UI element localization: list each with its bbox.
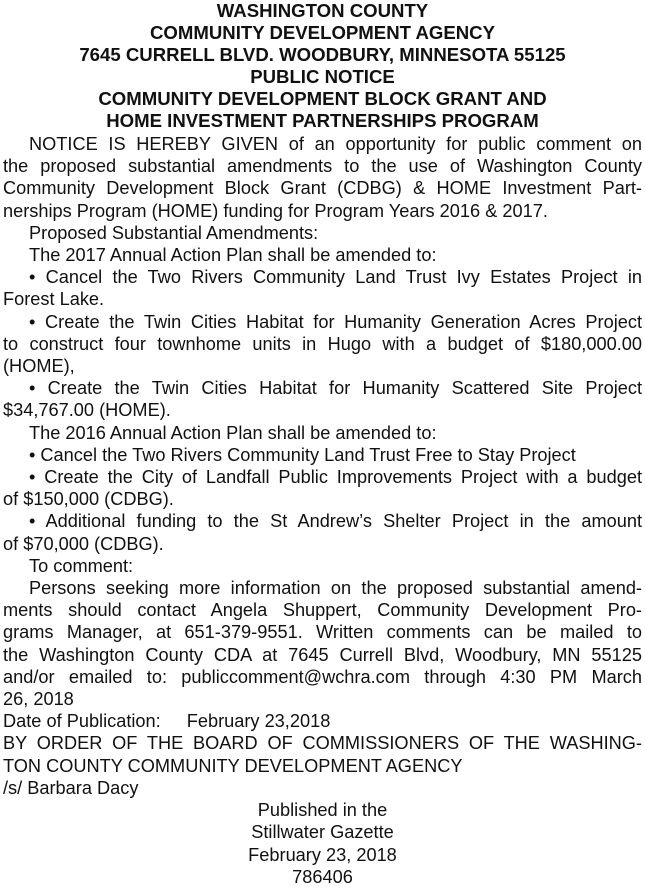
- signature: /s/ Barbara Dacy: [3, 777, 139, 798]
- publication-date-line: [3, 710, 642, 732]
- paragraph: [3, 222, 642, 244]
- paragraph: [3, 311, 642, 378]
- text-line: ments should contact Angela Shuppert, Community Development Pro-: [3, 600, 642, 621]
- text-line: NOTICE IS HEREBY GIVEN of an opportunity for public comment on: [29, 134, 642, 154]
- notice-heading: [3, 0, 642, 132]
- footer-line: February 23, 2018: [248, 844, 397, 865]
- text-line: The 2016 Annual Action Plan shall be amended to:: [29, 422, 437, 443]
- heading-line: COMMUNITY DEVELOPMENT AGENCY: [149, 22, 496, 43]
- paragraph: [3, 377, 642, 421]
- heading-line: HOME INVESTMENT PARTNERSHIPS PROGRAM: [106, 110, 539, 131]
- text-line: and/or emailed to: publiccomment@wchra.com through 4:30 PM March: [3, 666, 642, 687]
- text-line: • Cancel the Two Rivers Community Land Trust Ivy Estates Project in: [29, 267, 642, 288]
- order-line: TON COUNTY COMMUNITY DEVELOPMENT AGENCY: [3, 755, 463, 776]
- paragraph: [3, 444, 642, 466]
- paragraph: [3, 422, 642, 444]
- heading-line: WASHINGTON COUNTY: [216, 0, 429, 21]
- heading-line: PUBLIC NOTICE: [250, 66, 395, 87]
- text-line: the proposed substantial amendments to the use of Washington County: [3, 156, 642, 177]
- publication-label: Date of Publication:: [3, 711, 161, 732]
- text-line: (HOME),: [3, 356, 75, 377]
- text-line: • Create the Twin Cities Habitat for Humanity Scattered Site Project: [29, 378, 642, 399]
- text-line: • Create the City of Landfall Public Improvements Project with a budget: [29, 467, 642, 488]
- text-line: to construct four townhome units in Hugo with a budget of $180,000.00: [3, 333, 642, 354]
- text-line: The 2017 Annual Action Plan shall be amended to:: [29, 245, 437, 266]
- paragraph: [3, 555, 642, 577]
- order-line: BY ORDER OF THE BOARD OF COMMISSIONERS OF THE WASHING-: [3, 733, 642, 754]
- text-line: Persons seeking more information on the proposed substantial amend-: [29, 578, 642, 599]
- paragraph: [3, 133, 642, 222]
- text-line: the Washington County CDA at 7645 Currell Blvd, Woodbury, MN 55125: [3, 644, 642, 665]
- text-line: • Create the Twin Cities Habitat for Humanity Generation Acres Project: [29, 311, 642, 332]
- footer-line: Stillwater Gazette: [251, 822, 394, 843]
- notice-paragraphs: [3, 133, 642, 710]
- text-line: Forest Lake.: [3, 289, 105, 310]
- footer-line: 786406: [292, 866, 353, 887]
- text-line: grams Manager, at 651-379-9551. Written comments can be mailed to: [3, 622, 642, 643]
- heading-line: COMMUNITY DEVELOPMENT BLOCK GRANT AND: [98, 88, 547, 109]
- paragraph: [3, 510, 642, 554]
- paragraph: [3, 577, 642, 710]
- text-line: • Cancel the Two Rivers Community Land Trust Free to Stay Project: [29, 444, 576, 465]
- text-line: 26, 2018: [3, 689, 74, 710]
- heading-line: 7645 CURRELL BLVD. WOODBURY, MINNESOTA 55125: [79, 44, 566, 65]
- text-line: • Additional funding to the St Andrew’s Shelter Project in the amount: [29, 511, 642, 532]
- publication-date: February 23,2018: [186, 711, 331, 732]
- notice-body: [3, 133, 642, 888]
- footer-line: Published in the: [257, 800, 388, 821]
- text-line: of $150,000 (CDBG).: [3, 489, 174, 510]
- text-line: nerships Program (HOME) funding for Program Years 2016 & 2017.: [3, 200, 548, 221]
- text-line: Community Development Block Grant (CDBG) & HOME Investment Part-: [3, 178, 642, 199]
- text-line: $34,767.00 (HOME).: [3, 400, 171, 421]
- paragraph: [3, 266, 642, 310]
- paragraph: [3, 466, 642, 510]
- text-line: Proposed Substantial Amendments:: [29, 222, 319, 243]
- paragraph: [3, 244, 642, 266]
- text-line: of $70,000 (CDBG).: [3, 533, 164, 554]
- text-line: To comment:: [29, 555, 134, 576]
